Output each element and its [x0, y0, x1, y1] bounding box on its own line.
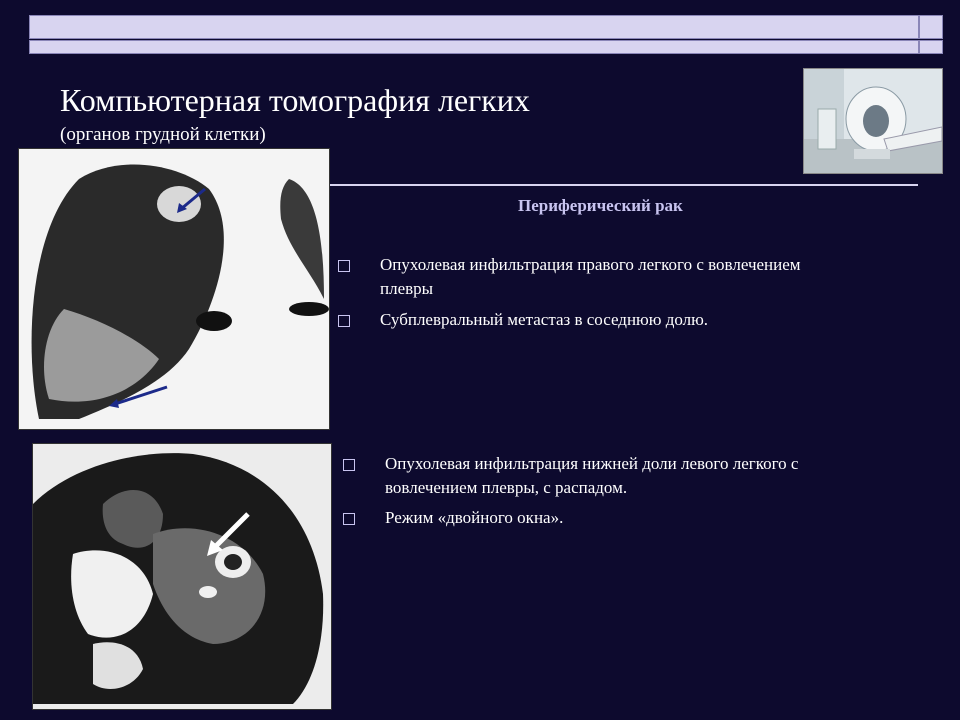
header-bar-secondary: [29, 40, 919, 54]
bullet-bottom-2: [343, 506, 843, 530]
bullet-top-1: [338, 253, 808, 301]
header-bar: [29, 15, 919, 39]
bullet-square-icon: [343, 459, 355, 471]
slide-subtitle: (органов грудной клетки): [60, 124, 266, 145]
slide-title: Компьютерная томография легких: [60, 82, 530, 118]
header-corner-box: [919, 15, 943, 39]
bullet-text: Режим «двойного окна».: [385, 508, 564, 527]
section-heading: Периферический рак: [518, 196, 683, 215]
ct-scan-left-lung: [32, 443, 332, 710]
bullet-square-icon: [343, 513, 355, 525]
bullet-square-icon: [338, 260, 350, 272]
bullet-text: Опухолевая инфильтрация правого легкого с вовлечением плевры: [380, 255, 801, 298]
bullet-bottom-1: [343, 452, 843, 500]
header-corner-box-secondary: [919, 40, 943, 54]
bullet-top-2: [338, 308, 858, 332]
section-divider: [330, 184, 918, 186]
bullet-text: Субплевральный метастаз в соседнюю долю.: [380, 310, 709, 329]
ct-scan-right-lung: [18, 148, 330, 430]
bullet-square-icon: [338, 315, 350, 327]
bullet-text: Опухолевая инфильтрация нижней доли левого легкого с вовлечением плевры, с распадом.: [385, 454, 799, 497]
ct-scanner-photo: [803, 68, 943, 174]
